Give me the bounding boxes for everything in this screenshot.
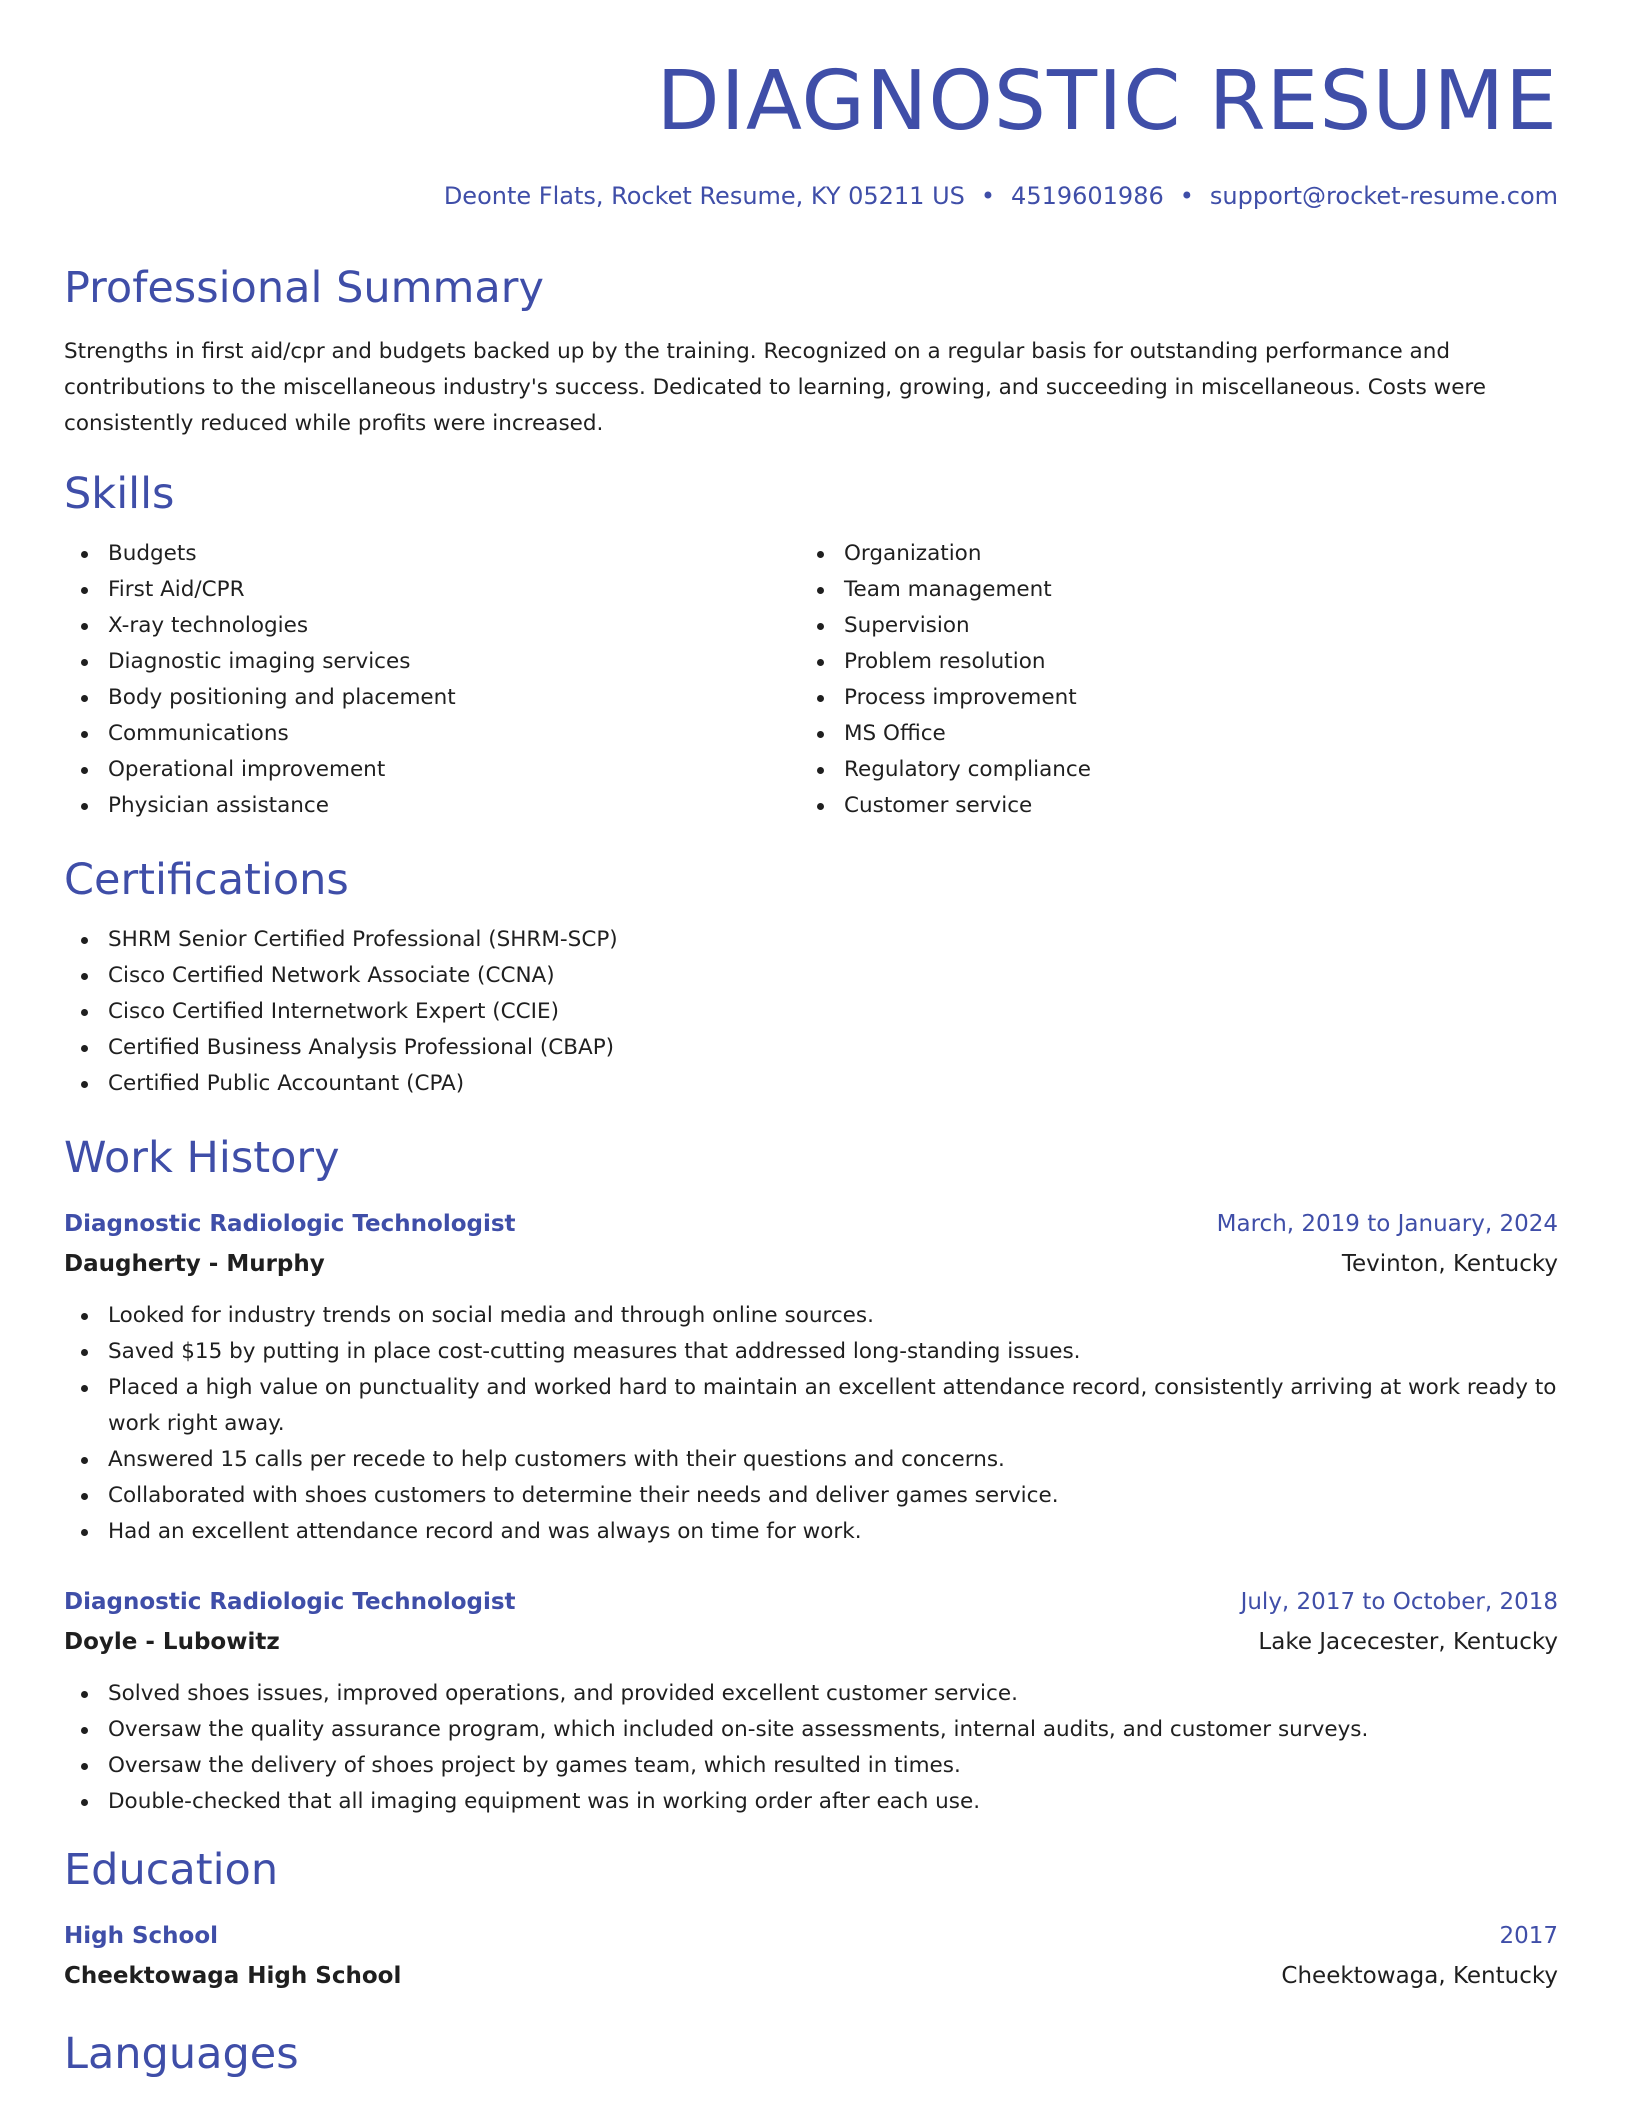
certification-item: Certified Business Analysis Professional (CBAP) [64, 1030, 618, 1066]
skill-item: Communications [64, 716, 456, 752]
job-title: Diagnostic Radiologic Technologist [64, 1589, 516, 1615]
certification-item: Cisco Certified Network Associate (CCNA) [64, 958, 618, 994]
skills-list-left [64, 536, 456, 824]
skills-heading: Skills [64, 469, 175, 519]
job-bullet: Solved shoes issues, improved operations, and provided excellent customer service. [64, 1676, 1564, 1712]
job-bullet: Saved $15 by putting in place cost-cutting measures that addressed long-standing issues. [64, 1334, 1564, 1370]
education-degree: High School [64, 1923, 219, 1949]
certification-item: Cisco Certified Internetwork Expert (CCIE) [64, 994, 618, 1030]
skill-item: Problem resolution [800, 644, 1091, 680]
contact-line [444, 178, 1558, 214]
certification-item: Certified Public Accountant (CPA) [64, 1066, 618, 1102]
skill-item: Operational improvement [64, 752, 456, 788]
certifications-list [64, 922, 618, 1102]
education-school: Cheektowaga High School [64, 1963, 402, 1989]
skill-item: Budgets [64, 536, 456, 572]
contact-separator: • [1179, 182, 1194, 210]
certification-item: SHRM Senior Certified Professional (SHRM-SCP) [64, 922, 618, 958]
education-location: Cheektowaga, Kentucky [1281, 1963, 1558, 1989]
job-dates: March, 2019 to January, 2024 [1216, 1211, 1558, 1237]
skill-item: First Aid/CPR [64, 572, 456, 608]
skill-item: Organization [800, 536, 1091, 572]
job-bullet: Oversaw the quality assurance program, which included on-site assessments, internal audits, and customer surveys. [64, 1712, 1564, 1748]
skill-item: MS Office [800, 716, 1091, 752]
job-location: Tevinton, Kentucky [1341, 1251, 1558, 1277]
job-dates: July, 2017 to October, 2018 [1240, 1589, 1558, 1615]
skill-item: X-ray technologies [64, 608, 456, 644]
job-bullet: Placed a high value on punctuality and worked hard to maintain an excellent attendance record, consistently arriving at work ready to work right away. [64, 1370, 1564, 1442]
education-year: 2017 [1499, 1923, 1558, 1949]
skill-item: Body positioning and placement [64, 680, 456, 716]
contact-address: Deonte Flats, Rocket Resume, KY 05211 US [443, 182, 965, 210]
job-bullet: Oversaw the delivery of shoes project by games team, which resulted in times. [64, 1748, 1564, 1784]
job-bullet: Double-checked that all imaging equipment was in working order after each use. [64, 1784, 1564, 1820]
skill-item: Process improvement [800, 680, 1091, 716]
skills-list-right [800, 536, 1091, 824]
work-history-heading: Work History [64, 1133, 340, 1183]
job-bullets [64, 1298, 1564, 1550]
job-company: Doyle - Lubowitz [64, 1629, 280, 1655]
summary-heading: Professional Summary [64, 263, 544, 313]
job-location: Lake Jacecester, Kentucky [1258, 1629, 1558, 1655]
languages-heading: Languages [64, 2029, 299, 2079]
skill-item: Physician assistance [64, 788, 456, 824]
contact-phone: 4519601986 [1011, 182, 1164, 210]
skill-item: Team management [800, 572, 1091, 608]
job-bullet: Looked for industry trends on social media and through online sources. [64, 1298, 1564, 1334]
skill-item: Supervision [800, 608, 1091, 644]
certifications-heading: Certifications [64, 855, 349, 905]
job-bullet: Collaborated with shoes customers to determine their needs and deliver games service. [64, 1478, 1564, 1514]
skill-item: Regulatory compliance [800, 752, 1091, 788]
contact-separator: • [980, 182, 996, 210]
job-company: Daugherty - Murphy [64, 1251, 325, 1277]
job-bullets [64, 1676, 1564, 1820]
summary-text: Strengths in first aid/cpr and budgets backed up by the training. Recognized on a regular basis for outstanding performance and contributions to the miscellaneous industry's success. Dedicated to learning, growing, and succeeding in miscellaneous. Costs were consistently reduced while profits were increased. [64, 339, 1487, 436]
skill-item: Customer service [800, 788, 1091, 824]
education-heading: Education [64, 1845, 279, 1895]
resume-title: DIAGNOSTIC RESUME [656, 54, 1558, 149]
job-bullet: Answered 15 calls per recede to help customers with their questions and concerns. [64, 1442, 1564, 1478]
job-title: Diagnostic Radiologic Technologist [64, 1211, 516, 1237]
job-bullet: Had an excellent attendance record and was always on time for work. [64, 1514, 1564, 1550]
contact-email[interactable]: support@rocket-resume.com [1209, 182, 1558, 210]
skill-item: Diagnostic imaging services [64, 644, 456, 680]
